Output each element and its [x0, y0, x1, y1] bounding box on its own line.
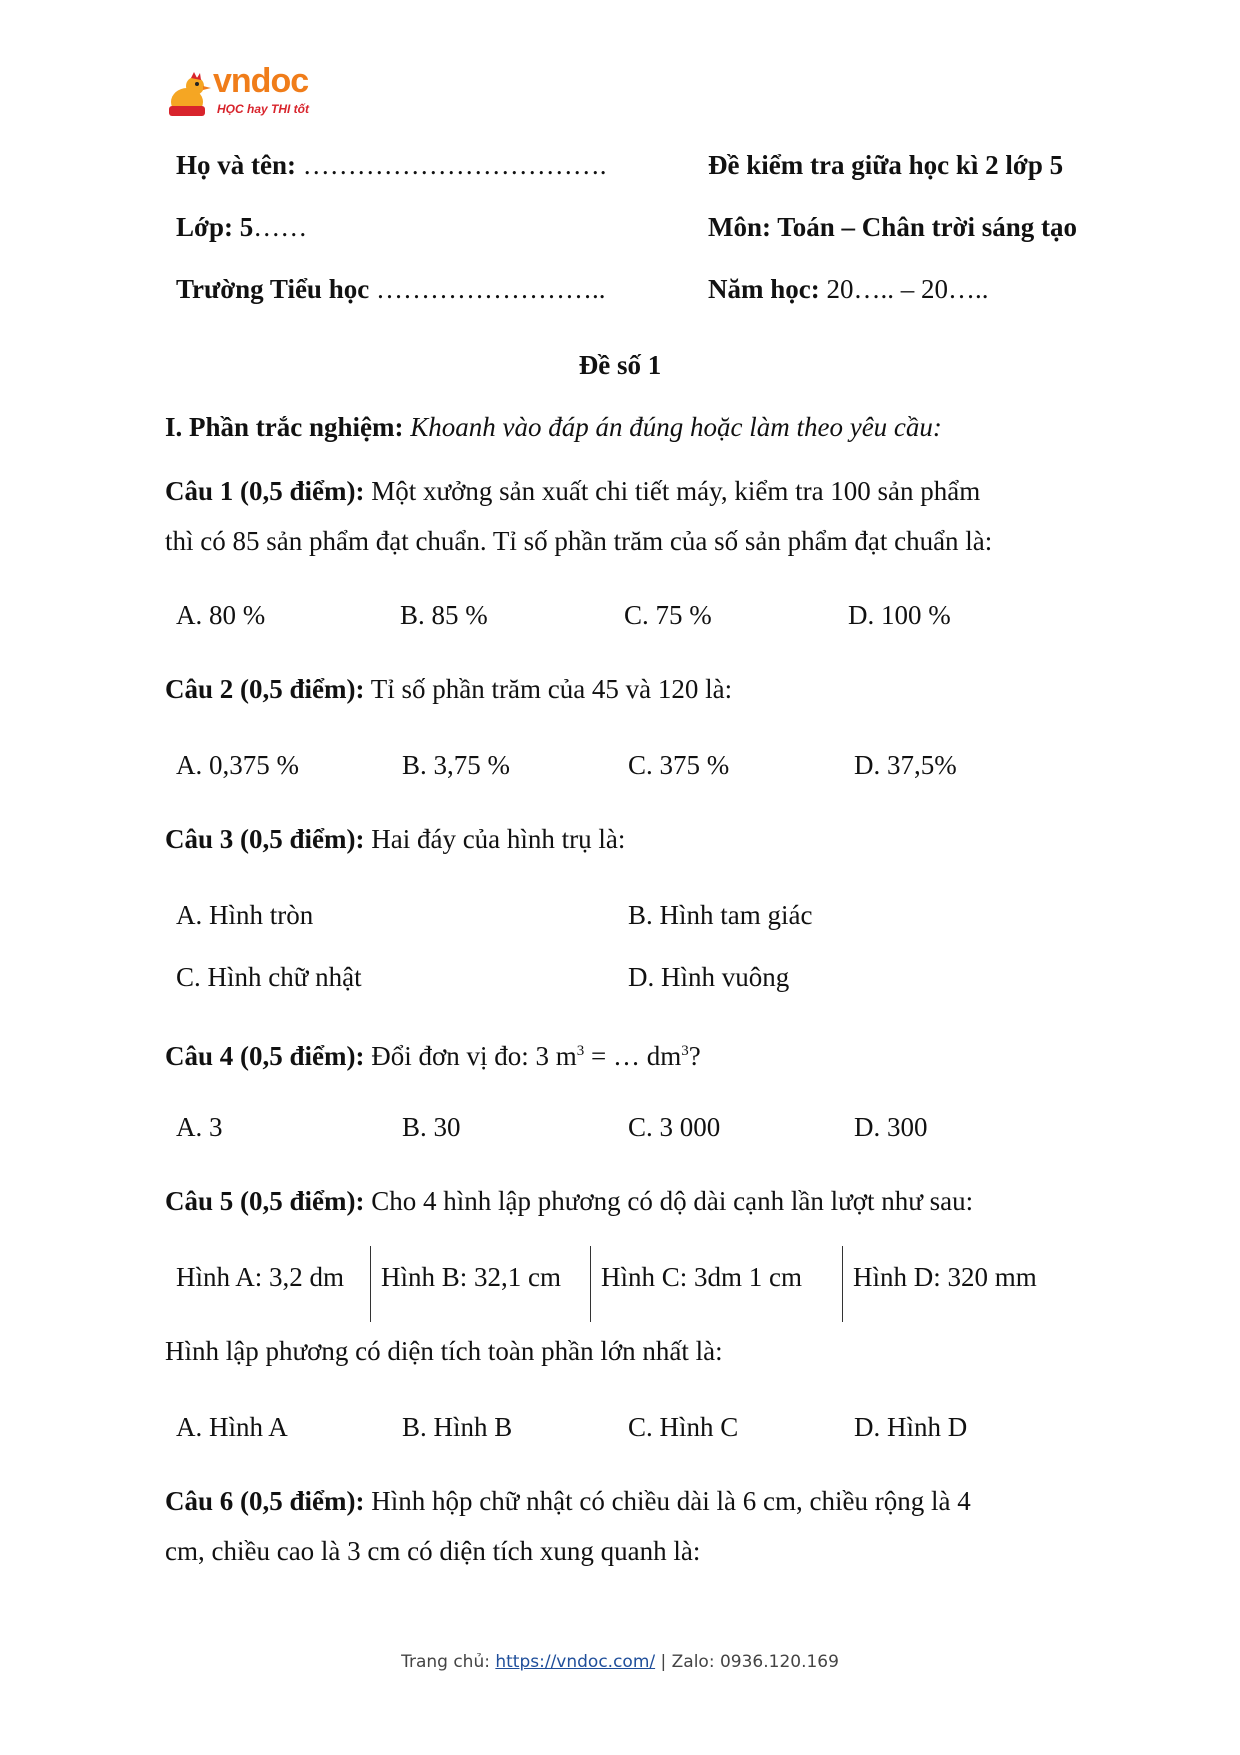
- question-4-option-c[interactable]: C. 3 000: [628, 1112, 721, 1142]
- question-3-option-c[interactable]: C. Hình chữ nhật: [176, 962, 362, 992]
- logo-wordmark: vndoc: [213, 62, 309, 100]
- question-5-option-b[interactable]: B. Hình B: [402, 1412, 513, 1442]
- question-5-option-a[interactable]: A. Hình A: [176, 1412, 288, 1442]
- exam-title-text: Đề kiểm tra giữa học kì 2 lớp 5: [708, 150, 1064, 180]
- question-1-option-b[interactable]: B. 85 %: [400, 600, 488, 630]
- question-3: [165, 822, 625, 856]
- question-4-option-b[interactable]: B. 30: [402, 1112, 461, 1142]
- student-name-line: [176, 148, 606, 182]
- question-4-sup-1: 3: [576, 1043, 585, 1059]
- question-4: [165, 1034, 701, 1073]
- question-5-follow: Hình lập phương có diện tích toàn phần lớn nhất là:: [165, 1336, 723, 1366]
- question-1-option-c[interactable]: C. 75 %: [624, 600, 712, 630]
- question-5-text: Cho 4 hình lập phương có dộ dài cạnh lần lượt như sau:: [371, 1186, 974, 1216]
- section-instruction: Khoanh vào đáp án đúng hoặc làm theo yêu cầu:: [410, 412, 942, 442]
- question-4-text-pre: Đổi đơn vị đo: 3 m: [371, 1041, 577, 1071]
- footer-contact: | Zalo: 0936.120.169: [660, 1652, 839, 1672]
- question-4-sup-2: 3: [681, 1043, 689, 1059]
- question-6-text: Hình hộp chữ nhật có chiều dài là 6 cm, chiều rộng là 4: [371, 1486, 971, 1516]
- question-4-option-a[interactable]: A. 3: [176, 1112, 223, 1142]
- exam-number: [0, 348, 1240, 382]
- question-2-option-a[interactable]: A. 0,375 %: [176, 750, 299, 780]
- vndoc-logo: [165, 62, 325, 124]
- question-4-text-mid: = … dm: [584, 1041, 682, 1071]
- cube-a: Hình A: 3,2 dm: [176, 1262, 345, 1292]
- question-1: [165, 474, 980, 508]
- question-4-label: Câu 4 (0,5 điểm):: [165, 1041, 365, 1071]
- question-4-option-d[interactable]: D. 300: [854, 1112, 928, 1142]
- cube-divider-2: [590, 1246, 591, 1322]
- school-dots: ……………………..: [375, 274, 606, 304]
- name-label: Họ và tên:: [176, 150, 296, 180]
- question-1-option-a[interactable]: A. 80 %: [176, 600, 266, 630]
- question-3-option-a[interactable]: A. Hình tròn: [176, 900, 314, 930]
- class-label: Lớp: 5: [176, 212, 254, 242]
- section-label: I. Phần trắc nghiệm:: [165, 412, 404, 442]
- question-1-text-line2: thì có 85 sản phẩm đạt chuẩn. Tỉ số phần trăm của số sản phẩm đạt chuẩn là:: [165, 526, 993, 556]
- question-1-label: Câu 1 (0,5 điểm):: [165, 476, 365, 506]
- question-2-option-d[interactable]: D. 37,5%: [854, 750, 957, 780]
- cube-divider-3: [842, 1246, 843, 1322]
- school-year-line: [708, 272, 988, 306]
- question-2-option-c[interactable]: C. 375 %: [628, 750, 730, 780]
- question-2-text: Tỉ số phần trăm của 45 và 120 là:: [370, 674, 733, 704]
- question-5-label: Câu 5 (0,5 điểm):: [165, 1186, 365, 1216]
- logo-tagline: HỌC hay THI tốt: [217, 102, 309, 116]
- exam-title: [708, 148, 1063, 182]
- cube-divider-1: [370, 1246, 371, 1322]
- question-3-option-d[interactable]: D. Hình vuông: [628, 962, 790, 992]
- question-2-label: Câu 2 (0,5 điểm):: [165, 674, 365, 704]
- year-label: Năm học:: [708, 274, 820, 304]
- question-5: [165, 1184, 973, 1218]
- cube-d: Hình D: 320 mm: [853, 1262, 1037, 1292]
- question-3-option-b[interactable]: B. Hình tam giác: [628, 900, 813, 930]
- question-5-option-d[interactable]: D. Hình D: [854, 1412, 968, 1442]
- question-1-text: Một xưởng sản xuất chi tiết máy, kiểm tra 100 sản phẩm: [371, 476, 981, 506]
- section-heading: [165, 410, 942, 444]
- question-4-text-post: ?: [688, 1041, 701, 1071]
- question-3-label: Câu 3 (0,5 điểm):: [165, 824, 365, 854]
- question-2: [165, 672, 732, 706]
- question-5-option-c[interactable]: C. Hình C: [628, 1412, 739, 1442]
- subject-text: Môn: Toán – Chân trời sáng tạo: [708, 212, 1078, 242]
- cube-b: Hình B: 32,1 cm: [381, 1262, 561, 1292]
- exam-number-text: Đề số 1: [578, 350, 662, 380]
- class-dots: ……: [253, 212, 308, 242]
- question-6: [165, 1484, 971, 1518]
- school-label: Trường Tiểu học: [176, 274, 370, 304]
- footer-prefix: Trang chủ:: [401, 1652, 490, 1672]
- class-line: [176, 210, 307, 244]
- name-dots: …………………………….: [302, 150, 607, 180]
- page-footer: [0, 1652, 1240, 1672]
- question-6-label: Câu 6 (0,5 điểm):: [165, 1486, 365, 1516]
- question-3-text: Hai đáy của hình trụ là:: [371, 824, 626, 854]
- subject-line: [708, 210, 1077, 244]
- cube-c: Hình C: 3dm 1 cm: [601, 1262, 802, 1292]
- question-6-text-line2: cm, chiều cao là 3 cm có diện tích xung quanh là:: [165, 1536, 701, 1566]
- school-line: [176, 272, 605, 306]
- question-2-option-b[interactable]: B. 3,75 %: [402, 750, 510, 780]
- question-1-option-d[interactable]: D. 100 %: [848, 600, 951, 630]
- homepage-link[interactable]: https://vndoc.com/: [495, 1652, 656, 1672]
- chicken-mascot-icon: [165, 72, 215, 122]
- year-value: 20….. – 20…..: [826, 274, 989, 304]
